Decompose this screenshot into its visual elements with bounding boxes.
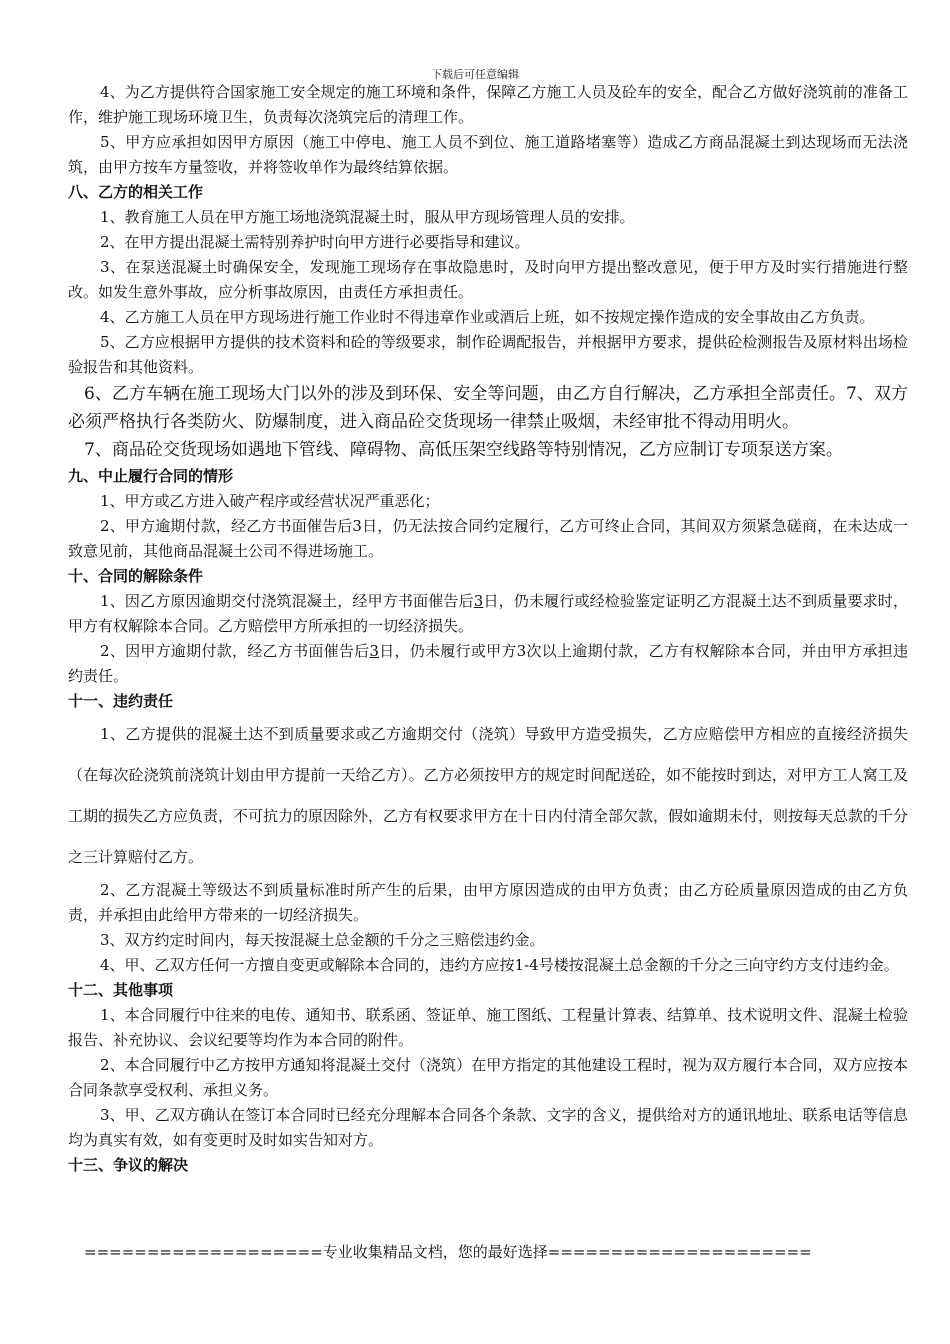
paragraph: 2、本合同履行中乙方按甲方通知将混凝土交付（浇筑）在甲方指定的其他建设工程时，视为双方履行本合同，双方应按本合同条款享受权利、承担义务。 [68,1056,908,1099]
footer-banner: ===================专业收集精品文档，您的最好选择===================== [84,1243,812,1261]
paragraph: 1、教育施工人员在甲方施工场地浇筑混凝土时，服从甲方现场管理人员的安排。 [100,208,635,226]
section-heading: 九、中止履行合同的情形 [68,467,234,485]
underlined-days: 3 [473,592,484,610]
paragraph: 1、甲方或乙方进入破产程序或经营状况严重恶化； [100,492,440,510]
paragraph: 5、乙方应根据甲方提供的技术资料和砼的等级要求，制作砼调配报告，并根据甲方要求，提供砼检测报告及原材料出场检验报告和其他资料。 [68,333,908,376]
paragraph: 4、为乙方提供符合国家施工安全规定的施工环境和条件，保障乙方施工人员及砼车的安全，配合乙方做好浇筑前的准备工作，维护施工现场环境卫生，负责每次浇筑完后的清理工作。 [68,83,908,126]
section-heading: 十二、其他事项 [68,981,174,999]
section-heading: 八、乙方的相关工作 [68,183,204,201]
paragraph: 1、乙方提供的混凝土达不到质量要求或乙方逾期交付（浇筑）导致甲方造受损失，乙方应赔偿甲方相应的直接经济损失（在每次砼浇筑前浇筑计划由甲方提前一天给乙方）。乙方必须按甲方的规定时间配送砼，如不能按时到达，对甲方工人窝工及工期的损失乙方应负责，不可抗力的原因除外，乙方有权要求甲方在十日内付清全部欠款，假如逾期未付，则按每天总款的千分之三计算赔付乙方。 [68,725,909,866]
paragraph: 1、本合同履行中往来的电传、通知书、联系函、签证单、施工图纸、工程量计算表、结算单、技术说明文件、混凝土检验报告、补充协议、会议纪要等均作为本合同的附件。 [68,1006,908,1049]
paragraph-text: 2、因甲方逾期付款，经乙方书面催告后 [100,642,370,660]
paragraph: 2、在甲方提出混凝土需特别养护时向甲方进行必要指导和建议。 [100,233,530,251]
section-heading: 十一、违约责任 [68,692,174,710]
paragraph: 4、乙方施工人员在甲方现场进行施工作业时不得违章作业或酒后上班，如不按规定操作造成的安全事故由乙方负责。 [100,308,875,326]
paragraph-text: 日，仍未履行或经检验鉴定证明乙方混凝土达不到质量要求时，甲方有权解除本合同。乙方赔偿甲方所承担的一切经济损失。 [68,592,908,635]
paragraph: 3、甲、乙双方确认在签订本合同时已经充分理解本合同各个条款、文字的含义，提供给对方的通讯地址、联系电话等信息均为真实有效，如有变更时及时如实告知对方。 [68,1106,908,1149]
paragraph: 2、乙方混凝土等级达不到质量标准时所产生的后果，由甲方原因造成的由甲方负责；由乙方砼质量原因造成的由乙方负责，并承担由此给甲方带来的一切经济损失。 [68,881,908,924]
paragraph: 3、在泵送混凝土时确保安全，发现施工现场存在事故隐患时，及时向甲方提出整改意见，便于甲方及时实行措施进行整改。如发生意外事故，应分析事故原因，由责任方承担责任。 [68,258,908,301]
paragraph [68,589,908,639]
paragraph: 3、双方约定时间内，每天按混凝土总金额的千分之三赔偿违约金。 [100,931,545,949]
paragraph-text: 1、因乙方原因逾期交付浇筑混凝土，经甲方书面催告后 [100,592,474,610]
header-note: 下载后可任意编辑 [431,68,519,81]
underlined-days: 3 [369,642,379,660]
paragraph-text: 日，仍未履行或甲方3次以上逾期付款，乙方有权解除本合同，并由甲方承担违约责任。 [68,642,908,685]
paragraph: 7、商品砼交货现场如遇地下管线、障碍物、高低压架空线路等特别情况，乙方应制订专项泵送方案。 [84,440,843,460]
section-heading: 十三、争议的解决 [68,1156,189,1174]
paragraph: 4、甲、乙双方任何一方擅自变更或解除本合同的，违约方应按1-4号楼按混凝土总金额的千分之三向守约方支付违约金。 [100,956,899,974]
section-heading: 十、合同的解除条件 [68,567,204,585]
paragraph: 5、甲方应承担如因甲方原因（施工中停电、施工人员不到位、施工道路堵塞等）造成乙方商品混凝土到达现场而无法浇筑，由甲方按车方量签收，并将签收单作为最终结算依据。 [68,133,908,176]
paragraph: 6、乙方车辆在施工现场大门以外的涉及到环保、安全等问题，由乙方自行解决，乙方承担全部责任。7、双方必须严格执行各类防火、防爆制度，进入商品砼交货现场一律禁止吸烟，未经审批不得动用明火。 [68,384,908,432]
document-body [68,80,908,1178]
paragraph: 2、甲方逾期付款，经乙方书面催告后3日，仍无法按合同约定履行，乙方可终止合同，其间双方须紧急磋商，在未达成一致意见前，其他商品混凝土公司不得进场施工。 [68,517,908,560]
paragraph [68,639,908,689]
